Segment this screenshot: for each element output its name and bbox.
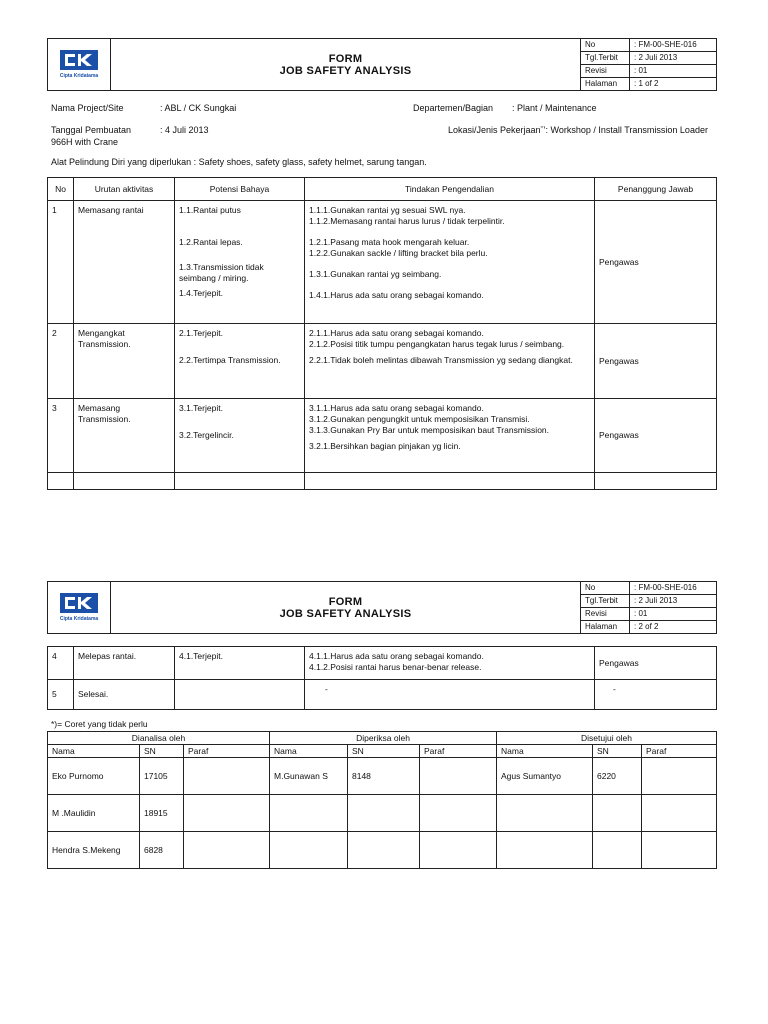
row-hazard: 4.1.Terjepit. xyxy=(175,647,305,680)
row-no: 3 xyxy=(48,399,74,473)
control-item: 1.1.2.Memasang rantai harus lurus / tidak terpelintir. xyxy=(309,216,505,226)
hazard-item: 1.1.Rantai putus xyxy=(179,205,241,215)
table-row xyxy=(48,324,717,399)
row-controls xyxy=(305,647,595,680)
col-paraf: Paraf xyxy=(642,745,717,758)
hazard-item: 3.1.Terjepit. xyxy=(179,403,223,413)
row-activity: Selesai. xyxy=(74,680,175,710)
control-item: 1.3.1.Gunakan rantai yg seimbang. xyxy=(309,269,442,279)
row-no: 4 xyxy=(48,647,74,680)
col-header-control: Tindakan Pengendalian xyxy=(305,178,595,201)
sig-paraf xyxy=(184,832,270,869)
meta-key: No xyxy=(581,582,630,595)
hazard-item: 1.4.Terjepit. xyxy=(179,288,223,298)
control-item: 2.2.1.Tidak boleh melintas dibawah Transmission yg sedang diangkat. xyxy=(309,355,573,365)
form-title: JOB SAFETY ANALYSIS xyxy=(279,607,412,620)
form-title-cell xyxy=(111,39,581,91)
form-title-cell xyxy=(111,582,581,634)
meta-value: : FM-00-SHE-016 xyxy=(630,39,717,52)
row-no: 5 xyxy=(48,680,74,710)
table-row xyxy=(48,680,717,710)
company-logo: Cipta Kridatama xyxy=(60,593,98,622)
dept-value: : Plant / Maintenance xyxy=(512,103,597,113)
control-item: 1.4.1.Harus ada satu orang sebagai komando. xyxy=(309,290,484,300)
location-label: Lokasi/Jenis Pekerjaanˇ’: Workshop / Install Transmission Loader xyxy=(448,125,708,135)
table-header-row xyxy=(48,178,717,201)
hazard-item: 2.2.Tertimpa Transmission. xyxy=(179,355,281,365)
sig-sn xyxy=(348,795,420,832)
row-pic: Pengawas xyxy=(595,201,717,324)
col-sn: SN xyxy=(348,745,420,758)
form-header xyxy=(47,38,717,91)
col-name: Nama xyxy=(270,745,348,758)
col-paraf: Paraf xyxy=(184,745,270,758)
row-controls xyxy=(305,201,595,324)
meta-key: Revisi xyxy=(581,65,630,78)
signature-row xyxy=(48,832,717,869)
control-item: 1.2.2.Gunakan sackle / lifting bracket bila perlu. xyxy=(309,248,488,258)
meta-key: Halaman xyxy=(581,621,630,634)
meta-key: Tgl.Terbit xyxy=(581,595,630,608)
sig-paraf xyxy=(184,795,270,832)
col-header-activity: Urutan aktivitas xyxy=(74,178,175,201)
form-title: JOB SAFETY ANALYSIS xyxy=(279,64,412,77)
table-row xyxy=(48,201,717,324)
sig-sn xyxy=(593,795,642,832)
hazard-item: 1.3.Transmission tidak seimbang / miring. xyxy=(179,262,264,283)
row-hazards xyxy=(175,324,305,399)
col-sn: SN xyxy=(140,745,184,758)
control-item: 2.1.2.Posisi titik tumpu pengangkatan harus tegak lurus / seimbang. xyxy=(309,339,565,349)
sig-name: Hendra S.Mekeng xyxy=(48,832,140,869)
logo-cell xyxy=(48,582,111,634)
meta-value: : 2 of 2 xyxy=(630,621,717,634)
row-no: 1 xyxy=(48,201,74,324)
row-hazards xyxy=(175,201,305,324)
control-item: 3.1.1.Harus ada satu orang sebagai komando. xyxy=(309,403,484,413)
sig-name xyxy=(270,795,348,832)
sig-name xyxy=(497,832,593,869)
table-row-empty xyxy=(48,473,717,490)
row-pic: Pengawas xyxy=(595,647,717,680)
form-header xyxy=(47,581,717,634)
table-row xyxy=(48,399,717,473)
col-sn: SN xyxy=(593,745,642,758)
signature-row xyxy=(48,795,717,832)
sig-paraf xyxy=(420,758,497,795)
row-hazard xyxy=(175,680,305,710)
form-label: FORM xyxy=(328,595,363,608)
signature-row xyxy=(48,758,717,795)
meta-value: : 01 xyxy=(630,65,717,78)
signature-col-header-row xyxy=(48,745,717,758)
row-pic: Pengawas xyxy=(595,324,717,399)
row-activity: Mengangkat Transmission. xyxy=(74,324,175,399)
row-pic: - xyxy=(595,680,717,710)
project-label: Nama Project/Site xyxy=(51,103,124,113)
sig-paraf xyxy=(420,832,497,869)
signature-group-row xyxy=(48,732,717,745)
hazard-item: 2.1.Terjepit. xyxy=(179,328,223,338)
apd-line: Alat Pelindung Diri yang diperlukan : Safety shoes, safety glass, safety helmet, sarung tangan. xyxy=(51,157,427,167)
control-item: - xyxy=(325,684,328,694)
col-name: Nama xyxy=(48,745,140,758)
sig-sn xyxy=(348,832,420,869)
sig-sn: 6828 xyxy=(140,832,184,869)
crane-line: 966H with Crane xyxy=(51,137,119,147)
dept-label: Departemen/Bagian xyxy=(413,103,494,113)
note-text: *)= Coret yang tidak perlu xyxy=(51,719,148,729)
row-activity: Memasang rantai xyxy=(74,201,175,324)
row-pic: Pengawas xyxy=(595,399,717,473)
meta-value: : 1 of 2 xyxy=(630,78,717,91)
meta-value: : 01 xyxy=(630,608,717,621)
sig-sn xyxy=(593,832,642,869)
control-item: 3.1.3.Gunakan Pry Bar untuk memposisikan baut Transmission. xyxy=(309,425,550,435)
signature-table xyxy=(47,731,717,869)
col-header-no: No xyxy=(48,178,74,201)
hazard-item: 1.2.Rantai lepas. xyxy=(179,237,243,247)
sig-sn: 8148 xyxy=(348,758,420,795)
group-checked: Diperiksa oleh xyxy=(270,732,497,745)
control-item: 3.1.2.Gunakan pengungkit untuk memposisikan Transmisi. xyxy=(309,414,530,424)
logo-cell xyxy=(48,39,111,91)
company-logo: Cipta Kridatama xyxy=(60,50,98,79)
row-controls xyxy=(305,680,595,710)
sig-name: M .Maulidin xyxy=(48,795,140,832)
sig-name: M.Gunawan S xyxy=(270,758,348,795)
form-label: FORM xyxy=(328,52,363,65)
sig-name: Eko Purnomo xyxy=(48,758,140,795)
control-item: 4.1.2.Posisi rantai harus benar-benar release. xyxy=(309,662,482,672)
control-item: 1.2.1.Pasang mata hook mengarah keluar. xyxy=(309,237,470,247)
group-approved: Disetujui oleh xyxy=(497,732,717,745)
row-activity: Melepas rantai. xyxy=(74,647,175,680)
meta-key: Halaman xyxy=(581,78,630,91)
col-header-pic: Penanggung Jawab xyxy=(595,178,717,201)
meta-key: Revisi xyxy=(581,608,630,621)
date-value: : 4 Juli 2013 xyxy=(160,125,209,135)
project-value: : ABL / CK Sungkai xyxy=(160,103,237,113)
date-label: Tanggal Pembuatan xyxy=(51,125,132,135)
row-controls xyxy=(305,399,595,473)
sig-sn: 18915 xyxy=(140,795,184,832)
jsa-table-continued xyxy=(47,646,717,710)
row-activity: Memasang Transmission. xyxy=(74,399,175,473)
sig-paraf xyxy=(642,832,717,869)
control-item: 4.1.1.Harus ada satu orang sebagai komando. xyxy=(309,651,484,661)
meta-key: Tgl.Terbit xyxy=(581,52,630,65)
control-item: 2.1.1.Harus ada satu orang sebagai komando. xyxy=(309,328,484,338)
sig-name: Agus Sumantyo xyxy=(497,758,593,795)
meta-value: : FM-00-SHE-016 xyxy=(630,582,717,595)
row-hazards xyxy=(175,399,305,473)
sig-paraf xyxy=(642,795,717,832)
sig-sn: 17105 xyxy=(140,758,184,795)
sig-sn: 6220 xyxy=(593,758,642,795)
hazard-item: 3.2.Tergelincir. xyxy=(179,430,234,440)
sig-paraf xyxy=(184,758,270,795)
sig-name xyxy=(497,795,593,832)
control-item: 3.2.1.Bersihkan bagian pinjakan yg licin. xyxy=(309,441,461,451)
sig-paraf xyxy=(642,758,717,795)
sig-name xyxy=(270,832,348,869)
jsa-table xyxy=(47,177,717,490)
col-paraf: Paraf xyxy=(420,745,497,758)
row-no: 2 xyxy=(48,324,74,399)
row-controls xyxy=(305,324,595,399)
control-item: 1.1.1.Gunakan rantai yg sesuai SWL nya. xyxy=(309,205,466,215)
col-header-hazard: Potensi Bahaya xyxy=(175,178,305,201)
col-name: Nama xyxy=(497,745,593,758)
sig-paraf xyxy=(420,795,497,832)
table-row xyxy=(48,647,717,680)
group-analyzed: Dianalisa oleh xyxy=(48,732,270,745)
meta-key: No xyxy=(581,39,630,52)
meta-value: : 2 Juli 2013 xyxy=(630,595,717,608)
meta-value: : 2 Juli 2013 xyxy=(630,52,717,65)
